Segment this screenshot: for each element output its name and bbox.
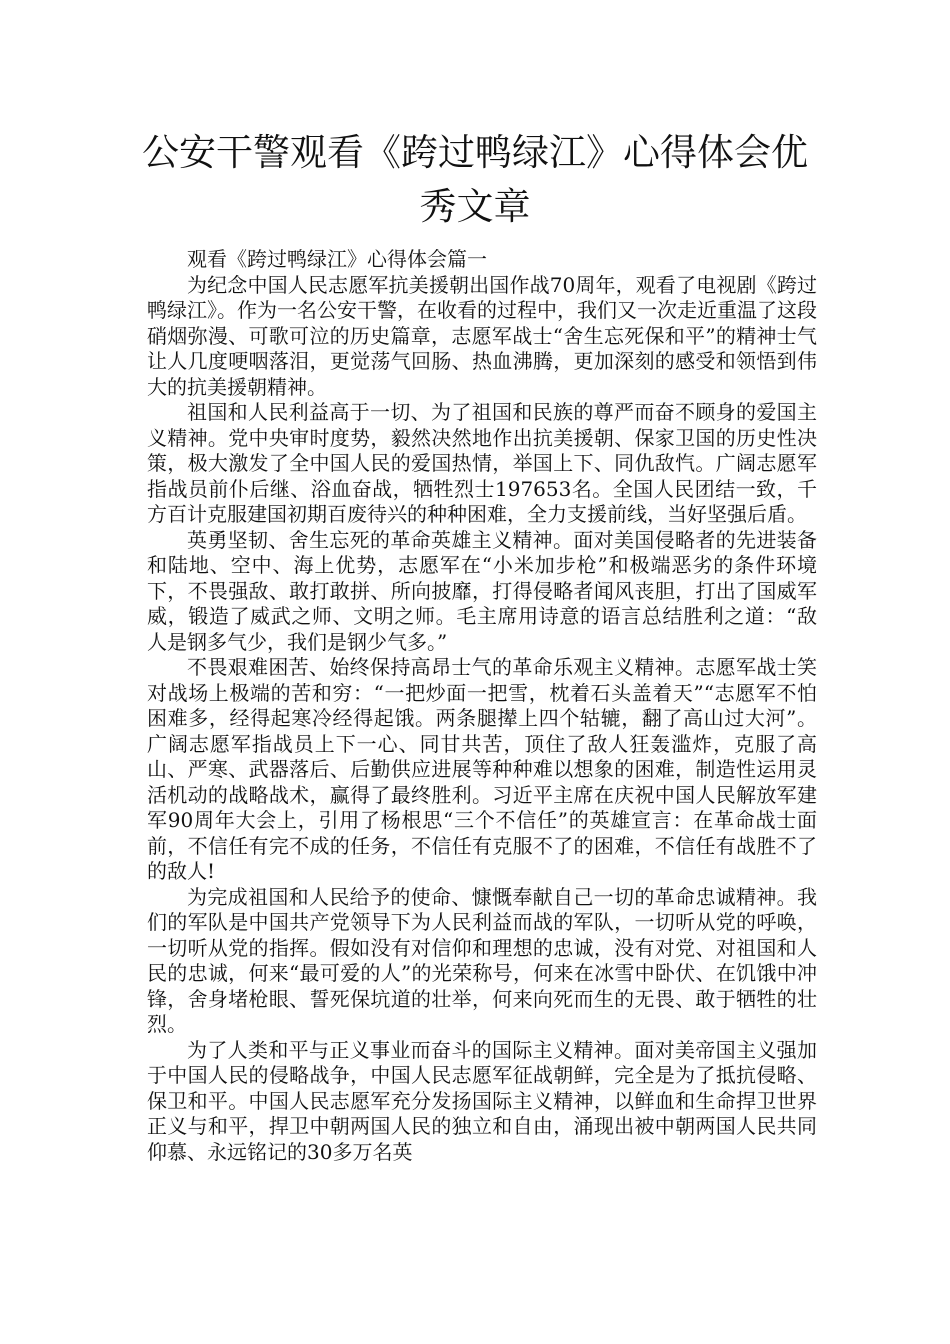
paragraph: 为了人类和平与正义事业而奋斗的国际主义精神。面对美帝国主义强加于中国人民的侵略战争，中国人民志愿军征战朝鲜，完全是为了抵抗侵略、保卫和平。中国人民志愿军充分发扬国际主义精神，以鲜血和生命捍卫世界正义与和平，捍卫中朝两国人民的独立和自由，涌现出被中朝两国人民共同仰慕、永远铭记的30多万名英: [147, 1037, 817, 1164]
paragraph: 为纪念中国人民志愿军抗美援朝出国作战70周年，观看了电视剧《跨过鸭绿江》。作为一名公安干警，在收看的过程中，我们又一次走近重温了这段硝烟弥漫、可歌可泣的历史篇章，志愿军战士“舍生忘死保和平”的精神士气让人几度哽咽落泪，更觉荡气回肠、热血沸腾，更加深刻的感受和领悟到伟大的抗美援朝精神。: [147, 272, 817, 399]
paragraph: 为完成祖国和人民给予的使命、慷慨奉献自己一切的革命忠诚精神。我们的军队是中国共产党领导下为人民利益而战的军队，一切听从党的呼唤，一切听从党的指挥。假如没有对信仰和理想的忠诚，没有对党、对祖国和人民的忠诚，何来“最可爱的人”的光荣称号，何来在冰雪中卧伏、在饥饿中冲锋，舍身堵枪眼、誓死保坑道的壮举，何来向死而生的无畏、敢于牺牲的壮烈。: [147, 884, 817, 1036]
document-body: [147, 247, 817, 1165]
section-heading: 观看《跨过鸭绿江》心得体会篇一: [187, 247, 487, 271]
paragraph: 不畏艰难困苦、始终保持高昂士气的革命乐观主义精神。志愿军战士笑对战场上极端的苦和穷：“一把炒面一把雪，枕着石头盖着天”“志愿军不怕困难多，经得起寒冷经得起饿。两条腿撵上四个轱辘，翻了高山过大河”。广阔志愿军指战员上下一心、同甘共苦，顶住了敌人狂轰滥炸，克服了高山、严寒、武器落后、后勤供应进展等种种难以想象的困难，制造性运用灵活机动的战略战术，赢得了最终胜利。习近平主席在庆祝中国人民解放军建军90周年大会上，引用了杨根思“三个不信任”的英雄宣言：在革命战士面前，不信任有完不成的任务，不信任有克服不了的困难，不信任有战胜不了的敌人!: [147, 655, 817, 883]
paragraph: 英勇坚韧、舍生忘死的革命英雄主义精神。面对美国侵略者的先进装备和陆地、空中、海上优势，志愿军在“小米加步枪”和极端恶劣的条件环境下，不畏强敌、敢打敢拼、所向披靡，打得侵略者闻风丧胆，打出了国威军威，锻造了威武之师、文明之师。毛主席用诗意的语言总结胜利之道：“敌人是钢多气少，我们是钢少气多。”: [147, 527, 817, 654]
paragraph: 祖国和人民利益高于一切、为了祖国和民族的尊严而奋不顾身的爱国主义精神。党中央审时度势，毅然决然地作出抗美援朝、保家卫国的历史性决策，极大激发了全中国人民的爱国热情，举国上下、同仇敌忾。广阔志愿军指战员前仆后继、浴血奋战，牺牲烈士197653名。全国人民团结一致，千方百计克服建国初期百废待兴的种种困难，全力支援前线，当好坚强后盾。: [147, 400, 817, 526]
document-title: 公安干警观看《跨过鸭绿江》心得体会优秀文章: [142, 131, 808, 228]
